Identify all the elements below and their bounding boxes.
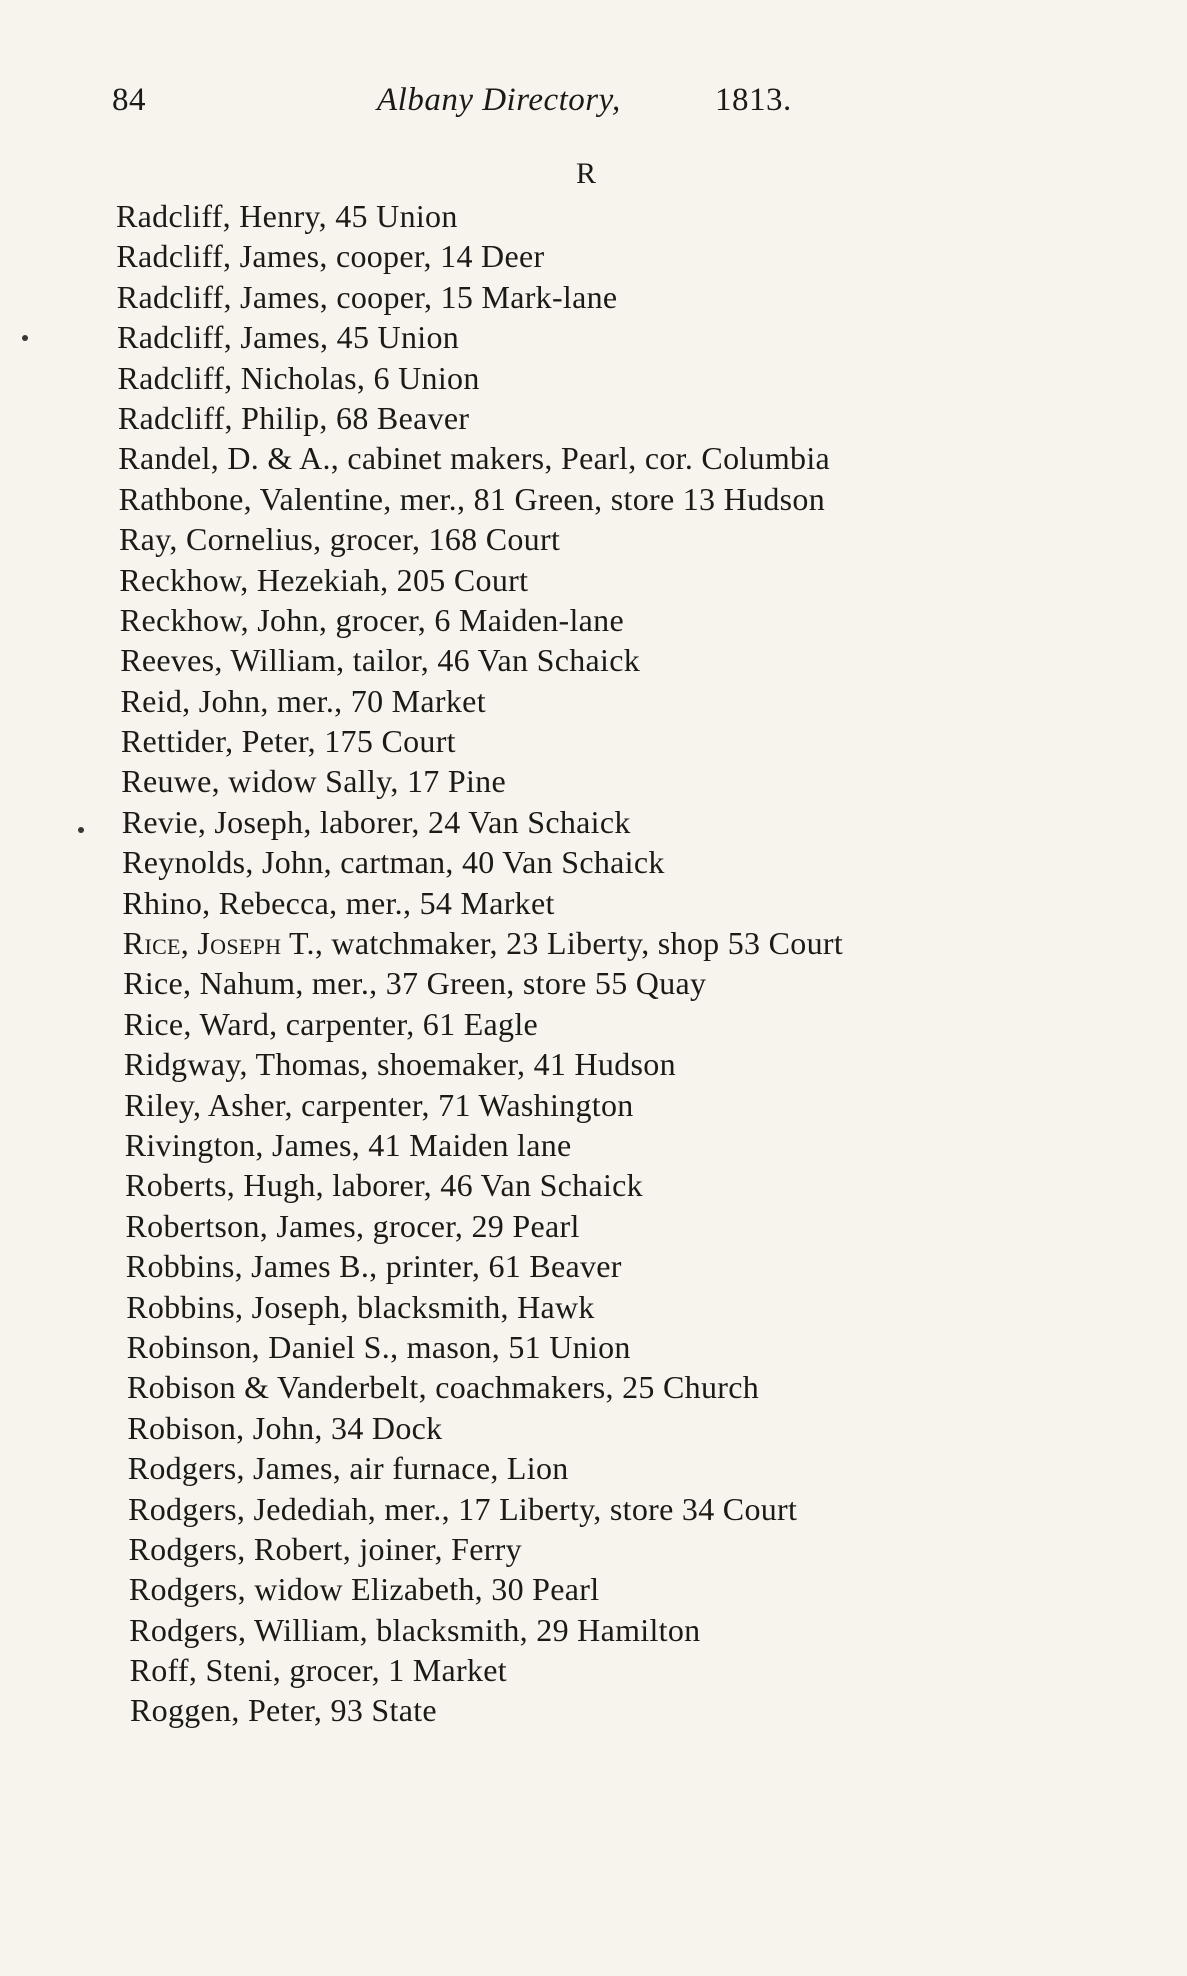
directory-entry xyxy=(0,277,1187,317)
entry-text: Robertson, James, grocer, 29 Pearl xyxy=(125,1207,580,1244)
entry-text: Rodgers, Jedediah, mer., 17 Liberty, store 34 Court xyxy=(128,1490,798,1527)
directory-entry xyxy=(0,1690,1187,1730)
directory-entry xyxy=(0,681,1187,721)
directory-entry xyxy=(0,236,1187,276)
entry-text: Revie, Joseph, laborer, 24 Van Schaick xyxy=(121,803,631,840)
directory-entry xyxy=(0,600,1187,640)
entry-text: Radcliff, James, cooper, 14 Deer xyxy=(116,238,545,275)
directory-entry xyxy=(0,923,1187,963)
entry-text: Reynolds, John, cartman, 40 Van Schaick xyxy=(122,844,665,881)
entry-text: Rice, Nahum, mer., 37 Green, store 55 Quay xyxy=(123,965,707,1002)
entry-text: Ridgway, Thomas, shoemaker, 41 Hudson xyxy=(123,1046,676,1083)
directory-entry xyxy=(0,560,1187,600)
directory-entry xyxy=(0,1367,1187,1407)
directory-entry xyxy=(0,1165,1187,1205)
directory-entry xyxy=(0,438,1187,478)
directory-entry xyxy=(0,1610,1187,1650)
entry-text: Radcliff, James, cooper, 15 Mark-lane xyxy=(116,278,618,315)
entry-text: T., watchmaker, 23 Liberty, shop 53 Court xyxy=(281,925,844,962)
directory-entry xyxy=(0,1327,1187,1367)
directory-entry xyxy=(0,640,1187,680)
entry-text: Reeves, William, tailor, 46 Van Schaick xyxy=(120,642,641,679)
entry-text: Reckhow, John, grocer, 6 Maiden-lane xyxy=(119,601,624,638)
directory-entries xyxy=(0,196,1187,1731)
directory-entry xyxy=(0,1489,1187,1529)
directory-entry xyxy=(0,358,1187,398)
entry-text: Rodgers, Robert, joiner, Ferry xyxy=(128,1530,522,1567)
entry-text: Rodgers, widow Elizabeth, 30 Pearl xyxy=(128,1571,600,1608)
entry-text: Reid, John, mer., 70 Market xyxy=(120,682,486,719)
entry-text: Radcliff, Philip, 68 Beaver xyxy=(117,399,470,436)
directory-entry xyxy=(0,842,1187,882)
directory-entry xyxy=(0,761,1187,801)
directory-entry xyxy=(0,963,1187,1003)
entry-text: Reckhow, Hezekiah, 205 Court xyxy=(119,561,529,598)
entry-text: Randel, D. & A., cabinet makers, Pearl, cor. Columbia xyxy=(118,440,831,477)
entry-text: Robbins, Joseph, blacksmith, Hawk xyxy=(126,1288,595,1325)
directory-entry xyxy=(0,1206,1187,1246)
directory-entry xyxy=(0,1569,1187,1609)
directory-entry xyxy=(0,398,1187,438)
directory-entry xyxy=(0,519,1187,559)
entry-text: Robbins, James B., printer, 61 Beaver xyxy=(125,1248,622,1285)
directory-entry xyxy=(0,1246,1187,1286)
entry-text: Ray, Cornelius, grocer, 168 Court xyxy=(119,521,561,558)
entry-text: Rhino, Rebecca, mer., 54 Market xyxy=(122,884,555,921)
directory-entry xyxy=(0,1529,1187,1569)
page-header xyxy=(112,82,812,132)
entry-text: Rettider, Peter, 175 Court xyxy=(120,723,456,760)
entry-text: Roff, Steni, grocer, 1 Market xyxy=(129,1652,507,1689)
directory-entry xyxy=(0,1004,1187,1044)
directory-entry xyxy=(0,721,1187,761)
running-title: Albany Directory, xyxy=(377,82,621,118)
directory-entry xyxy=(0,1044,1187,1084)
entry-text: Rodgers, William, blacksmith, 29 Hamilton xyxy=(129,1611,701,1648)
section-letter: R xyxy=(576,157,597,190)
directory-entry xyxy=(0,1650,1187,1690)
directory-entry xyxy=(0,196,1187,236)
entry-text: Rathbone, Valentine, mer., 81 Green, store 13 Hudson xyxy=(118,480,826,517)
entry-text: Rivington, James, 41 Maiden lane xyxy=(124,1126,572,1163)
directory-entry xyxy=(0,317,1187,357)
entry-text: Radcliff, Nicholas, 6 Union xyxy=(117,359,480,396)
directory-entry xyxy=(0,1448,1187,1488)
directory-entry xyxy=(0,802,1187,842)
directory-entry xyxy=(0,1408,1187,1448)
entry-text: Radcliff, Henry, 45 Union xyxy=(116,198,458,234)
directory-entry xyxy=(0,1287,1187,1327)
page-number: 84 xyxy=(112,82,146,118)
entry-text: Riley, Asher, carpenter, 71 Washington xyxy=(124,1086,634,1123)
entry-text: Robison & Vanderbelt, coachmakers, 25 Church xyxy=(127,1369,760,1406)
entry-text: Roggen, Peter, 93 State xyxy=(130,1692,437,1729)
directory-entry xyxy=(0,1085,1187,1125)
running-year: 1813. xyxy=(715,82,792,118)
directory-entry xyxy=(0,479,1187,519)
entry-text: Robinson, Daniel S., mason, 51 Union xyxy=(126,1328,631,1365)
entry-text: Rodgers, James, air furnace, Lion xyxy=(127,1450,569,1487)
directory-entry xyxy=(0,1125,1187,1165)
entry-name-smallcaps: Rice, Joseph xyxy=(122,925,282,962)
entry-text: Radcliff, James, 45 Union xyxy=(117,319,460,356)
entry-text: Roberts, Hugh, laborer, 46 Van Schaick xyxy=(125,1167,643,1204)
entry-text: Robison, John, 34 Dock xyxy=(127,1409,443,1446)
directory-entry xyxy=(0,883,1187,923)
entry-text: Rice, Ward, carpenter, 61 Eagle xyxy=(123,1005,539,1042)
entry-text: Reuwe, widow Sally, 17 Pine xyxy=(121,763,506,800)
